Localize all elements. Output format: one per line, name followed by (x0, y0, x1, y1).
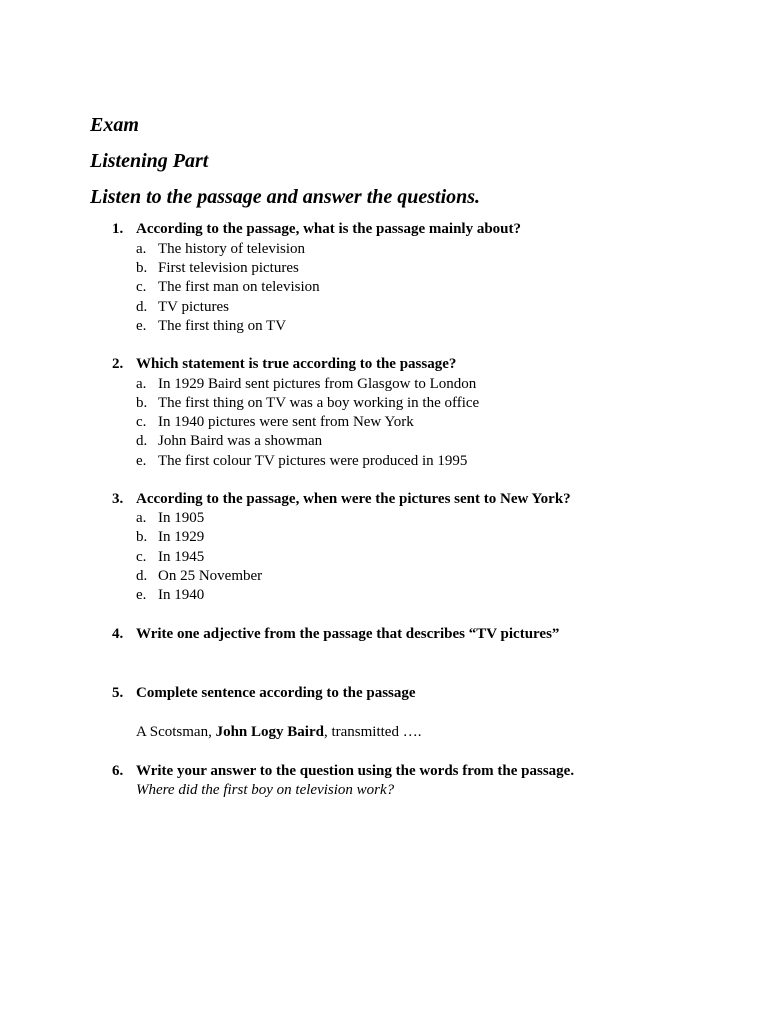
option-text: The first thing on TV (158, 318, 287, 334)
question-text: According to the passage, what is the passage mainly about? (136, 221, 522, 237)
option-letter: d. (136, 433, 148, 449)
option-letter: c. (136, 549, 147, 565)
option-letter: e. (136, 318, 147, 334)
option-letter: b. (136, 529, 148, 545)
sentence-prefix: A Scotsman, (136, 724, 216, 740)
option-text: The first man on television (158, 279, 320, 295)
question-text: Write one adjective from the passage that describes “TV pictures” (136, 626, 560, 642)
option-text: The history of television (158, 241, 306, 257)
option-text: In 1940 pictures were sent from New York (158, 414, 414, 430)
option-letter: b. (136, 260, 148, 276)
option-letter: e. (136, 453, 147, 469)
option-letter: a. (136, 241, 147, 257)
option-letter: c. (136, 414, 147, 430)
option-text: The first thing on TV was a boy working in the office (158, 395, 480, 411)
question-number: 6. (112, 763, 124, 779)
option-text: In 1945 (158, 549, 205, 565)
option-letter: d. (136, 299, 148, 315)
exam-title: Exam (90, 114, 139, 136)
question-text: Complete sentence according to the passage (136, 685, 416, 701)
section-title: Listening Part (90, 150, 209, 172)
option-letter: d. (136, 568, 148, 584)
option-text: In 1905 (158, 510, 205, 526)
option-text: John Baird was a showman (158, 433, 323, 449)
sentence-suffix: , transmitted …. (323, 724, 422, 740)
instruction-heading: Listen to the passage and answer the questions. (90, 186, 481, 208)
question-text: Which statement is true according to the passage? (136, 356, 457, 372)
option-text: First television pictures (158, 260, 299, 276)
option-letter: b. (136, 395, 148, 411)
question-number: 1. (112, 221, 124, 237)
option-text: On 25 November (158, 568, 263, 584)
option-text: In 1929 (158, 529, 205, 545)
question-number: 2. (112, 356, 124, 372)
option-text: In 1940 (158, 587, 205, 603)
completion-sentence (136, 723, 421, 742)
option-letter: a. (136, 510, 147, 526)
option-text: TV pictures (158, 299, 229, 315)
question-number: 3. (112, 491, 124, 507)
option-text: In 1929 Baird sent pictures from Glasgow to London (158, 376, 477, 392)
sentence-name: John Logy Baird (215, 724, 324, 740)
option-letter: c. (136, 279, 147, 295)
option-letter: e. (136, 587, 147, 603)
option-text: The first colour TV pictures were produced in 1995 (158, 453, 468, 469)
question-number: 5. (112, 685, 124, 701)
question-number: 4. (112, 626, 124, 642)
question-text: Write your answer to the question using the words from the passage. (136, 763, 575, 779)
option-letter: a. (136, 376, 147, 392)
question-prompt: Where did the first boy on television work? (136, 782, 395, 798)
question-text: According to the passage, when were the pictures sent to New York? (136, 491, 571, 507)
